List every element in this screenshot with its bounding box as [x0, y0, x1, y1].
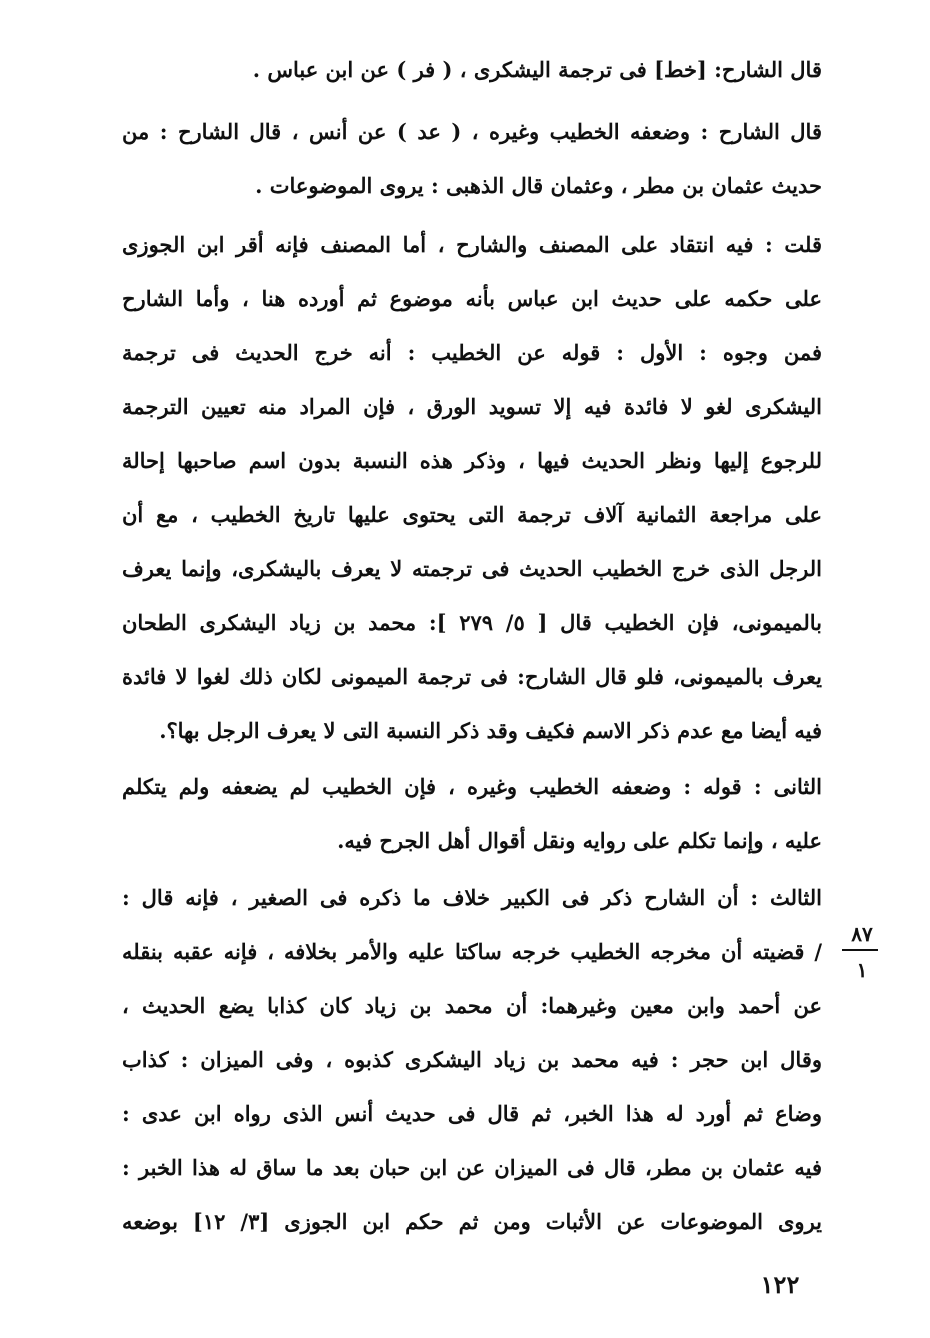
margin-part-number: ١: [856, 958, 868, 982]
margin-volume-number: ٨٧: [851, 922, 873, 946]
text-line-5: على حكمه على حديث ابن عباس بأنه موضوع ثم أورده هنا ، وأما الشارح: [122, 286, 822, 311]
text-line-7: اليشكرى لغو لا فائدة فيه إلا تسويد الورق ، فإن المراد منه تعيين الترجمة: [122, 394, 822, 419]
text-line-20: وضاع ثم أورد له هذا الخبر، ثم قال فى حديث أنس الذى رواه ابن عدى :: [122, 1101, 822, 1126]
text-line-21: فيه عثمان بن مطر، قال فى الميزان عن ابن حبان بعد ما ساق له هذا الخبر :: [122, 1155, 822, 1180]
text-line-14: الثانى : قوله : وضعفه الخطيب وغيره ، فإن الخطيب لم يضعفه ولم يتكلم: [122, 774, 822, 799]
text-line-15: عليه ، وإنما تكلم على روايه ونقل أقوال أهل الجرح فيه.: [337, 828, 822, 853]
text-line-8: للرجوع إليها ونظر الحديث فيها ، وذكر هذه النسبة بدون اسم صاحبها إحالة: [122, 448, 822, 473]
text-line-17: / قضيته أن مخرجه الخطيب خرجه ساكتا عليه والأمر بخلافه ، فإنه عقبه بنقله: [122, 939, 822, 964]
text-line-16: الثالث : أن الشارح ذكر فى الكبير خلاف ما ذكره فى الصغير ، فإنه قال :: [122, 885, 822, 910]
text-line-13: فيه أيضا مع عدم ذكر الاسم فكيف وقد ذكر النسبة التى لا يعرف الرجل بها؟.: [159, 718, 822, 743]
text-line-22: يروى الموضوعات عن الأثبات ومن ثم حكم ابن الجوزى [٣/ ١٢] بوضعه: [122, 1209, 822, 1234]
text-line-10: الرجل الذى خرج الخطيب الحديث فى ترجمته لا يعرف باليشكرى، وإنما يعرف: [122, 556, 822, 581]
text-line-3: حديث عثمان بن مطر ، وعثمان قال الذهبى : يروى الموضوعات .: [255, 173, 822, 198]
text-line-12: يعرف بالميمونى، فلو قال الشارح: فى ترجمة الميمونى لكان ذلك لغوا لا فائدة: [122, 664, 822, 689]
text-line-9: على مراجعة الثمانية آلاف ترجمة التى يحتوى عليها تاريخ الخطيب ، مع أن: [122, 502, 822, 527]
text-line-18: عن أحمد وابن معين وغيرهما: أن محمد بن زياد كان كذابا يضع الحديث ،: [122, 993, 822, 1018]
margin-divider: [842, 949, 878, 951]
page-number: ١٢٢: [760, 1270, 800, 1299]
text-line-4: قلت : فيه انتقاد على المصنف والشارح ، أما المصنف فإنه أقر ابن الجوزى: [122, 232, 822, 257]
text-line-2: قال الشارح : وضعفه الخطيب وغيره ، ( عد ) عن أنس ، قال الشارح : من: [122, 119, 822, 144]
text-line-19: وقال ابن حجر : فيه محمد بن زياد اليشكرى كذبوه ، وفى الميزان : كذاب: [122, 1047, 822, 1072]
text-line-11: بالميمونى، فإن الخطيب قال [ ٥/ ٢٧٩ ]: محمد بن زياد اليشكرى الطحان: [122, 610, 822, 635]
text-line-6: فمن وجوه : الأول : قوله عن الخطيب : أنه خرج الحديث فى ترجمة: [122, 340, 822, 365]
text-line-1: قال الشارح: [خط] فى ترجمة اليشكرى ، ( فر ) عن ابن عباس .: [252, 57, 822, 82]
